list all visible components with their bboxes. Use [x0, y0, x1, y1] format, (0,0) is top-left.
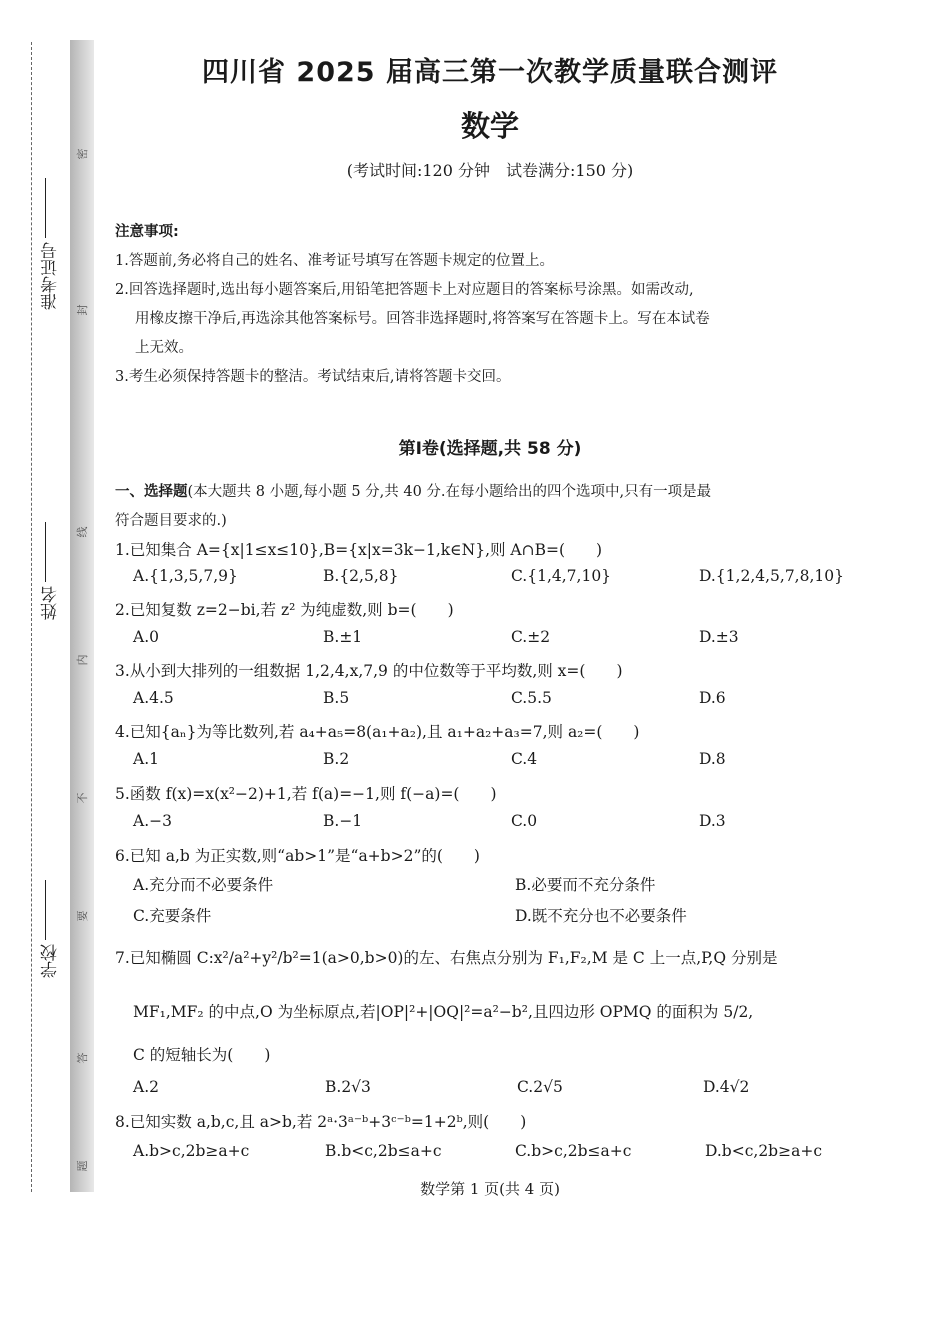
exam-info: (考试时间:120 分钟 试卷满分:150 分) — [346, 161, 634, 180]
notice-block — [115, 218, 895, 392]
option-a: A.−3 — [133, 812, 172, 830]
option-b: B.{2,5,8} — [323, 567, 399, 585]
gutter-char: 密 — [76, 148, 89, 160]
side-field-label: 姓名 — [41, 586, 61, 620]
option-d: D.8 — [699, 750, 726, 768]
fill-line — [46, 880, 47, 940]
notice-item: 3.考生必须保持答题卡的整洁。考试结束后,请将答题卡交回。 — [115, 369, 511, 385]
option-d: D.3 — [699, 812, 726, 830]
question-stem: 2.已知复数 z=2−bi,若 z² 为纯虚数,则 b=( ) — [115, 601, 454, 619]
fill-line — [46, 178, 47, 238]
notice-item: 用橡皮擦干净后,再选涂其他答案标号。回答非选择题时,将答案写在答题卡上。写在本试卷 — [135, 311, 710, 327]
notice-item: 上无效。 — [135, 340, 193, 356]
question-options — [133, 904, 893, 928]
option-b: B.±1 — [323, 628, 363, 646]
option-a: A.{1,3,5,7,9} — [133, 567, 238, 585]
question-options — [133, 873, 893, 897]
question-options — [133, 1078, 893, 1102]
gutter-char: 封 — [76, 304, 89, 316]
question-stem: 8.已知实数 a,b,c,且 a>b,若 2ᵃ·3ᵃ⁻ᵇ+3ᶜ⁻ᵇ=1+2ᵇ,则( ) — [115, 1113, 527, 1131]
part-label: 一、选择题 — [115, 484, 188, 500]
side-field-exam-number — [38, 150, 68, 310]
option-b: B.2 — [323, 750, 350, 768]
page-footer: 数学第 1 页(共 4 页) — [420, 1180, 560, 1198]
gutter-char: 答 — [76, 1052, 89, 1064]
side-field-name — [38, 470, 68, 620]
part-intro-text: (本大题共 8 小题,每小题 5 分,共 40 分.在每小题给出的四个选项中,只有一项是最 — [187, 484, 712, 500]
notice-heading: 注意事项: — [115, 224, 179, 240]
question-stem: 1.已知集合 A={x|1≤x≤10},B={x|x=3k−1,k∈N},则 A∩B=( ) — [115, 541, 603, 559]
page-title: 四川省 2025 届高三第一次教学质量联合测评 — [202, 57, 778, 88]
option-a: A.0 — [133, 628, 159, 646]
option-a: A.2 — [133, 1078, 159, 1096]
notice-item: 2.回答选择题时,选出每小题答案后,用铅笔把答题卡上对应题目的答案标号涂黑。如需改动, — [115, 282, 694, 298]
option-c: C.2√5 — [517, 1078, 563, 1096]
side-field-label: 学校 — [41, 944, 61, 978]
side-field-school — [38, 818, 68, 978]
gutter-char: 线 — [76, 526, 89, 538]
gutter-char: 要 — [76, 910, 89, 922]
option-a: A.b>c,2b≥a+c — [133, 1142, 250, 1160]
option-b: B.必要而不充分条件 — [515, 876, 656, 894]
question-stem: MF₁,MF₂ 的中点,O 为坐标原点,若|OP|²+|OQ|²=a²−b²,且四边形 OPMQ 的面积为 5/2, — [133, 1003, 754, 1021]
question-options — [133, 812, 893, 836]
gutter-char: 不 — [76, 792, 89, 804]
option-c: C.5.5 — [511, 689, 552, 707]
gutter-char: 题 — [76, 1160, 89, 1172]
option-b: B.5 — [323, 689, 350, 707]
option-d: D.4√2 — [703, 1078, 750, 1096]
option-c: C.{1,4,7,10} — [511, 567, 612, 585]
option-c: C.充要条件 — [133, 907, 212, 925]
option-d: D.6 — [699, 689, 726, 707]
part-intro-text: 符合题目要求的.) — [115, 513, 227, 529]
question-stem: 6.已知 a,b 为正实数,则“ab>1”是“a+b>2”的( ) — [115, 847, 480, 865]
side-field-label: 准考证号 — [41, 242, 61, 310]
option-c: C.±2 — [511, 628, 551, 646]
question-options — [133, 750, 893, 774]
option-a: A.1 — [133, 750, 159, 768]
option-d: D.既不充分也不必要条件 — [515, 907, 687, 925]
option-c: C.0 — [511, 812, 538, 830]
question-stem: 5.函数 f(x)=x(x²−2)+1,若 f(a)=−1,则 f(−a)=( ) — [115, 785, 497, 803]
notice-item: 1.答题前,务必将自己的姓名、准考证号填写在答题卡规定的位置上。 — [115, 253, 554, 269]
option-c: C.b>c,2b≤a+c — [515, 1142, 632, 1160]
section-title: 第Ⅰ卷(选择题,共 58 分) — [398, 439, 582, 459]
question-options — [133, 628, 893, 652]
part-intro — [115, 478, 895, 536]
binding-gutter — [70, 40, 94, 1192]
binding-dashed-line — [31, 42, 32, 1192]
option-a: A.充分而不必要条件 — [133, 876, 274, 894]
option-d: D.{1,2,4,5,7,8,10} — [699, 567, 844, 585]
subject-title: 数学 — [460, 109, 519, 143]
question-stem: 3.从小到大排列的一组数据 1,2,4,x,7,9 的中位数等于平均数,则 x=( ) — [115, 662, 623, 680]
gutter-char: 内 — [76, 654, 89, 666]
option-d: D.b<c,2b≥a+c — [705, 1142, 822, 1160]
question-options — [133, 689, 893, 713]
option-d: D.±3 — [699, 628, 739, 646]
question-stem: 4.已知{aₙ}为等比数列,若 a₄+a₅=8(a₁+a₂),且 a₁+a₂+a₃=7,则 a₂=( ) — [115, 723, 640, 741]
question-options — [133, 1142, 893, 1166]
option-b: B.−1 — [323, 812, 363, 830]
option-c: C.4 — [511, 750, 538, 768]
option-b: B.2√3 — [325, 1078, 371, 1096]
question-stem: C 的短轴长为( ) — [133, 1046, 271, 1064]
option-a: A.4.5 — [133, 689, 174, 707]
option-b: B.b<c,2b≤a+c — [325, 1142, 442, 1160]
question-options — [133, 567, 893, 591]
question-stem: 7.已知椭圆 C:x²/a²+y²/b²=1(a>0,b>0)的左、右焦点分别为 F₁,F₂,M 是 C 上一点,P,Q 分别是 — [115, 949, 778, 967]
fill-line — [46, 522, 47, 582]
